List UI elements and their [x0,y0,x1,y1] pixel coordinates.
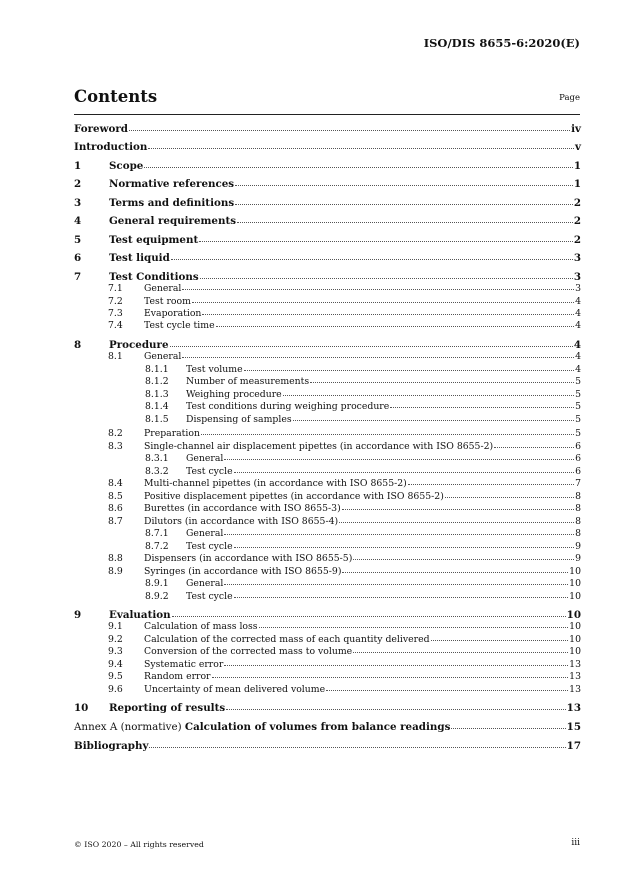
toc-entry-page: 13 [569,684,581,695]
toc-entry-title: Multi-channel pipettes (in accordance with ISO 8655-2) [144,478,407,489]
toc-entry[interactable] [74,466,581,477]
toc-entry[interactable] [74,740,581,752]
toc-entry-number: 5 [74,234,82,246]
footer-page-number: iii [571,838,580,848]
toc-entry-number: 7.1 [108,283,123,294]
toc-leader-dots [237,222,573,223]
toc-entry-page: 4 [575,296,581,307]
document-id: ISO/DIS 8655-6:2020(E) [423,36,580,50]
toc-entry[interactable] [74,389,581,400]
toc-leader-dots [192,302,574,303]
toc-entry[interactable] [74,566,581,577]
toc-entry-title: Evaporation [144,308,202,319]
toc-entry-number: 9.3 [108,646,123,657]
toc-entry-title: Test cycle [186,466,233,477]
toc-entry-number: 7.4 [108,320,123,331]
toc-leader-dots [353,559,574,560]
toc-entry[interactable] [74,283,581,294]
toc-leader-dots [445,497,574,498]
toc-entry-number: 8.3.2 [145,466,169,477]
toc-entry[interactable] [74,414,581,425]
toc-entry-number: 8.6 [108,503,123,514]
toc-entry[interactable] [74,441,581,452]
toc-entry-number: 8.4 [108,478,123,489]
annex-title: Calculation of volumes from balance readings [184,721,451,733]
toc-entry-title: Test cycle time [144,320,215,331]
toc-entry[interactable] [74,351,581,362]
toc-entry-title: General [144,351,182,362]
toc-leader-dots [235,185,573,186]
toc-entry-number: 8.3 [108,441,123,452]
toc-leader-dots [224,584,568,585]
toc-leader-dots [182,357,574,358]
toc-entry-title: Positive displacement pipettes (in accordance with ISO 8655-2) [144,491,444,502]
toc-leader-dots [224,665,568,666]
toc-entry-page: 3 [573,271,581,283]
toc-entry[interactable] [74,659,581,670]
toc-entry-page: 9 [575,553,581,564]
toc-leader-dots [234,597,569,598]
toc-entry-number: 7.2 [108,296,123,307]
toc-entry[interactable] [74,296,581,307]
toc-entry-page: 10 [569,591,581,602]
contents-title: Contents [74,87,158,106]
toc-entry[interactable] [74,609,581,621]
toc-entry-number: 8.9 [108,566,123,577]
toc-leader-dots [408,484,574,485]
toc-entry-number: 8.9.1 [145,578,169,589]
toc-entry[interactable] [74,478,581,489]
toc-entry-number: 9.5 [108,671,123,682]
toc-entry-title: Foreword [74,123,128,135]
toc-entry-number: 8.5 [108,491,123,502]
toc-entry-title: General [186,528,224,539]
toc-entry-title: Terms and definitions [109,197,235,209]
toc-entry-number: 8.2 [108,428,123,439]
toc-entry-page: 10 [569,578,581,589]
toc-leader-dots [224,534,574,535]
toc-entry-page: 4 [575,308,581,319]
toc-leader-dots [431,640,569,641]
toc-entry-number: 8.3.1 [145,453,169,464]
toc-entry-title: Test cycle [186,591,233,602]
toc-entry-title: Dispensing of samples [186,414,292,425]
toc-entry-title: Weighing procedure [186,389,282,400]
toc-entry-title: Systematic error [144,659,224,670]
toc-leader-dots [202,314,574,315]
toc-leader-dots [283,395,574,396]
toc-entry-page: 17 [566,740,581,752]
toc-entry-page: 2 [573,234,581,246]
toc-entry-number: 8.1.4 [145,401,169,412]
toc-entry-title: Preparation [144,428,200,439]
toc-entry-page: 10 [569,634,581,645]
toc-entry-page: 6 [575,466,581,477]
toc-entry[interactable] [74,671,581,682]
toc-entry-title: Evaluation [109,609,171,621]
toc-entry[interactable] [74,491,581,502]
toc-entry[interactable] [74,578,581,589]
toc-leader-dots [216,326,575,327]
toc-entry-page: 8 [575,491,581,502]
toc-entry-number: 6 [74,252,82,264]
toc-entry-page: 2 [573,197,581,209]
toc-entry[interactable] [74,721,581,733]
toc-leader-dots [149,747,565,748]
toc-entry-page: 5 [575,414,581,425]
toc-entry-title: Test conditions during weighing procedure [186,401,390,412]
toc-entry-title: Conversion of the corrected mass to volume [144,646,353,657]
toc-entry-page: 15 [566,721,581,733]
toc-leader-dots [390,407,574,408]
toc-entry[interactable] [74,428,581,439]
toc-entry-page: 1 [573,178,581,190]
table-of-contents [74,0,581,876]
toc-entry-title: Procedure [109,339,169,351]
toc-entry-number: 9.2 [108,634,123,645]
toc-entry-page: 8 [575,516,581,527]
toc-leader-dots [259,627,569,628]
toc-entry-title: Calculation of mass loss [144,621,258,632]
toc-entry-number: 8.7 [108,516,123,527]
toc-entry-number: 8.9.2 [145,591,169,602]
toc-entry-title: Test room [144,296,191,307]
toc-entry-title: General [186,578,224,589]
toc-entry-title: Normative references [109,178,235,190]
toc-entry-title: Random error [144,671,211,682]
footer-copyright: © ISO 2020 – All rights reserved [74,840,204,849]
toc-entry-title: Bibliography [74,740,149,752]
toc-entry-page: 6 [575,453,581,464]
toc-entry-title: Test cycle [186,541,233,552]
toc-entry-page: 4 [575,320,581,331]
toc-entry-number: 7 [74,271,82,283]
toc-entry-number: 9 [74,609,82,621]
toc-leader-dots [310,382,574,383]
toc-entry-page: 4 [575,364,581,375]
toc-entry[interactable] [74,553,581,564]
toc-entry[interactable] [74,123,581,135]
toc-entry-number: 8.1.1 [145,364,169,375]
toc-entry-title: Test liquid [109,252,170,264]
toc-entry-number: 8.1.5 [145,414,169,425]
toc-entry-title: General [186,453,224,464]
toc-leader-dots [144,167,573,168]
toc-entry-page: 8 [575,503,581,514]
toc-entry[interactable] [74,271,581,283]
toc-entry[interactable] [74,308,581,319]
toc-entry[interactable] [74,197,581,209]
toc-entry-title: Dispensers (in accordance with ISO 8655-5) [144,553,353,564]
toc-entry-page: 10 [569,566,581,577]
toc-entry-page: 2 [573,215,581,227]
toc-entry-title: Scope [109,160,144,172]
toc-entry-number: 10 [74,702,89,714]
toc-leader-dots [200,278,573,279]
toc-leader-dots [212,677,569,678]
toc-entry-page: 10 [569,646,581,657]
toc-entry-page: iv [571,123,581,135]
toc-entry[interactable] [74,376,581,387]
toc-entry[interactable] [74,339,581,351]
toc-entry-title: Syringes (in accordance with ISO 8655-9) [144,566,342,577]
toc-entry-number: 3 [74,197,82,209]
toc-leader-dots [201,434,574,435]
toc-entry-page: 10 [569,621,581,632]
toc-entry[interactable] [74,528,581,539]
toc-entry[interactable] [74,215,581,227]
toc-leader-dots [244,370,575,371]
toc-entry-title [74,721,450,733]
toc-entry-page: 5 [575,376,581,387]
toc-entry-page: 4 [573,339,581,351]
toc-entry[interactable] [74,364,581,375]
toc-leader-dots [234,547,574,548]
toc-leader-dots [342,572,568,573]
toc-entry-title: Reporting of results [109,702,226,714]
toc-entry-page: 10 [566,609,581,621]
toc-leader-dots [339,522,574,523]
toc-entry[interactable] [74,541,581,552]
toc-entry-number: 8.1.2 [145,376,169,387]
toc-entry-number: 8.1.3 [145,389,169,400]
toc-leader-dots [494,447,574,448]
toc-entry[interactable] [74,141,581,153]
toc-leader-dots [353,652,568,653]
toc-entry-page: 9 [575,541,581,552]
toc-entry-page: 6 [575,441,581,452]
toc-entry[interactable] [74,453,581,464]
toc-entry-number: 9.4 [108,659,123,670]
toc-entry-page: 13 [569,671,581,682]
toc-entry[interactable] [74,634,581,645]
toc-entry-number: 9.6 [108,684,123,695]
toc-entry-number: 2 [74,178,82,190]
toc-entry-page: 3 [573,252,581,264]
toc-entry-number: 8 [74,339,82,351]
toc-entry-title: Single-channel air displacement pipettes (in accordance with ISO 8655-2) [144,441,494,452]
toc-entry-page: 13 [566,702,581,714]
toc-entry-page: 7 [575,478,581,489]
toc-entry[interactable] [74,621,581,632]
toc-leader-dots [129,130,570,131]
toc-leader-dots [199,241,573,242]
toc-entry-page: 3 [575,283,581,294]
page-column-label: Page [559,93,580,103]
toc-leader-dots [293,420,574,421]
toc-entry[interactable] [74,591,581,602]
toc-entry[interactable] [74,684,581,695]
toc-entry-number: 8.7.1 [145,528,169,539]
toc-entry[interactable] [74,516,581,527]
annex-prefix: Annex A (normative) [74,721,185,733]
toc-entry[interactable] [74,320,581,331]
toc-entry-page: v [575,141,581,153]
toc-entry[interactable] [74,178,581,190]
toc-entry-number: 7.3 [108,308,123,319]
toc-leader-dots [148,148,574,149]
toc-entry-page: 13 [569,659,581,670]
toc-entry-page: 5 [575,428,581,439]
toc-leader-dots [170,346,573,347]
toc-entry[interactable] [74,160,581,172]
toc-entry[interactable] [74,646,581,657]
toc-entry-page: 5 [575,389,581,400]
toc-leader-dots [224,459,574,460]
toc-entry-page: 5 [575,401,581,412]
toc-entry-title: Test Conditions [109,271,199,283]
toc-entry-number: 1 [74,160,82,172]
toc-entry-title: General [144,283,182,294]
toc-leader-dots [326,690,568,691]
toc-entry-title: Test equipment [109,234,199,246]
toc-entry-number: 8.8 [108,553,123,564]
toc-entry-title: Test volume [186,364,243,375]
toc-entry-title: Introduction [74,141,148,153]
toc-entry-title: Dilutors (in accordance with ISO 8655-4) [144,516,339,527]
toc-entry-number: 4 [74,215,82,227]
toc-leader-dots [172,616,566,617]
toc-entry-number: 8.7.2 [145,541,169,552]
toc-leader-dots [342,509,574,510]
toc-leader-dots [235,204,573,205]
toc-entry-title: Calculation of the corrected mass of each quantity delivered [144,634,430,645]
toc-entry-page: 8 [575,528,581,539]
toc-entry-page: 4 [575,351,581,362]
toc-entry[interactable] [74,401,581,412]
toc-leader-dots [234,472,574,473]
toc-leader-dots [182,289,574,290]
toc-entry-number: 8.1 [108,351,123,362]
toc-entry[interactable] [74,503,581,514]
toc-entry-number: 9.1 [108,621,123,632]
toc-entry[interactable] [74,702,581,714]
toc-leader-dots [451,728,565,729]
toc-leader-dots [171,259,573,260]
toc-leader-dots [226,709,566,710]
toc-entry-title: Number of measurements [186,376,310,387]
toc-entry-title: Burettes (in accordance with ISO 8655-3) [144,503,341,514]
toc-entry-title: Uncertainty of mean delivered volume [144,684,326,695]
toc-entry-page: 1 [573,160,581,172]
toc-entry[interactable] [74,252,581,264]
toc-entry-title: General requirements [109,215,237,227]
toc-entry[interactable] [74,234,581,246]
